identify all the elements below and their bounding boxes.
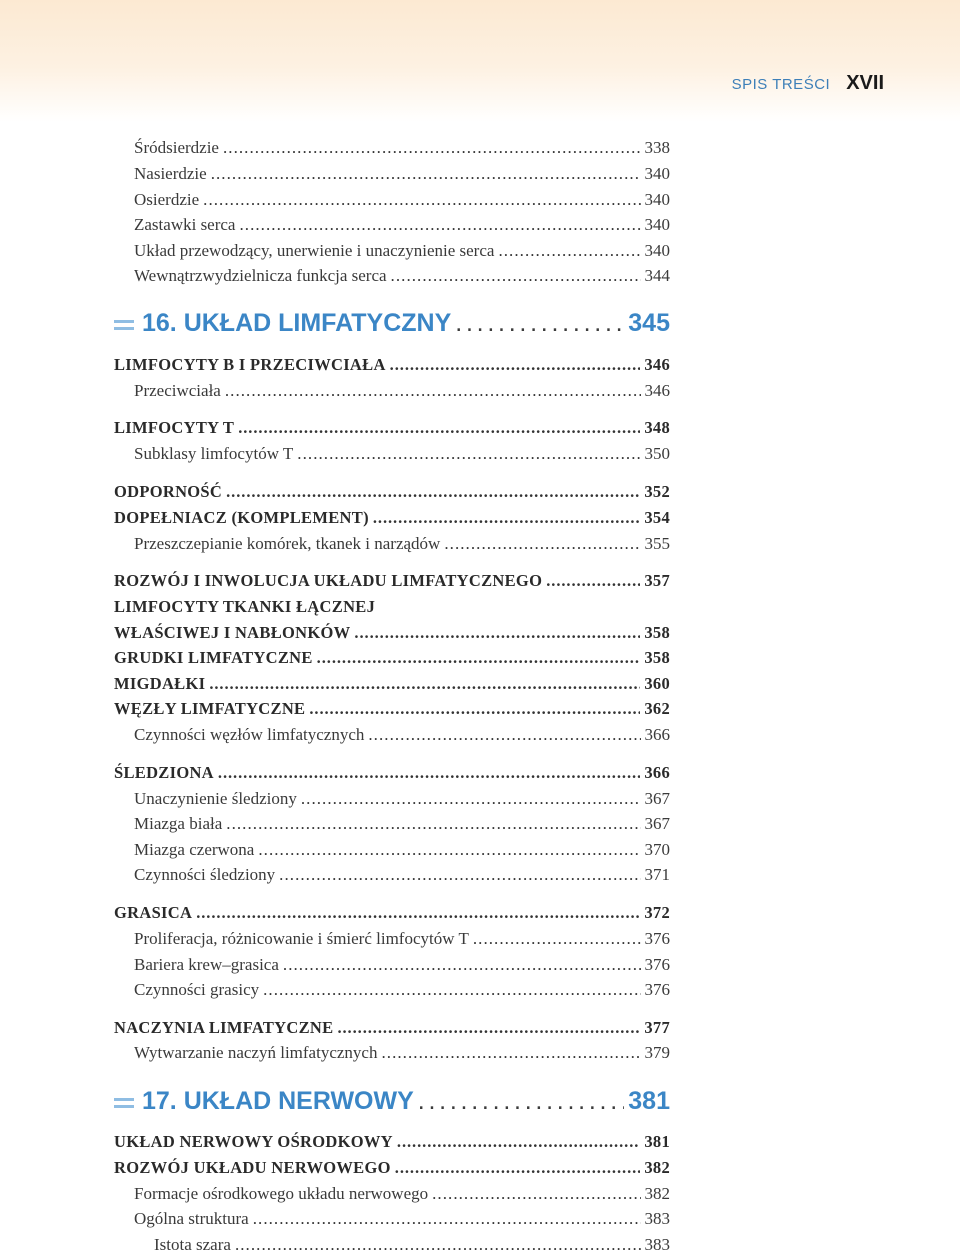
dot-leader — [211, 164, 641, 184]
toc-section-entry[interactable]: ŚLEDZIONA . . . 366 — [114, 763, 670, 783]
chapter-entry[interactable]: 17. UKŁAD NERWOWY . . . 381 — [142, 1087, 670, 1116]
header-page-number: XVII — [846, 72, 884, 94]
dot-leader — [390, 355, 641, 375]
dot-leader — [381, 1043, 640, 1063]
dot-leader — [225, 381, 641, 401]
dot-leader — [263, 980, 640, 1000]
toc-entry[interactable]: Wytwarzanie naczyń limfatycznych . . . 379 — [134, 1043, 670, 1063]
toc-entry[interactable]: Układ przewodzący, unerwienie i unaczynienie serca . . . 340 — [134, 241, 670, 261]
toc-entry[interactable]: Istota szara . . . 383 — [154, 1235, 670, 1255]
toc-section-entry[interactable]: NACZYNIA LIMFATYCZNE . . . 377 — [114, 1018, 670, 1038]
dot-leader — [455, 309, 624, 338]
toc-section-entry[interactable]: LIMFOCYTY T . . . 348 — [114, 418, 670, 438]
dot-leader — [203, 190, 640, 210]
toc-section-entry[interactable]: WŁAŚCIWEJ I NABŁONKÓW . . . 358 — [114, 623, 670, 643]
dot-leader — [235, 1235, 641, 1255]
toc-section-entry[interactable]: UKŁAD NERWOWY OŚRODKOWY . . . 381 — [114, 1132, 670, 1152]
toc-section-entry[interactable]: WĘZŁY LIMFATYCZNE . . . 362 — [114, 699, 670, 719]
dot-leader — [354, 623, 640, 643]
chapter-marker-icon — [114, 320, 134, 330]
toc-entry[interactable]: Bariera krew–grasica . . . 376 — [134, 955, 670, 975]
dot-leader — [309, 699, 640, 719]
toc-entry[interactable]: Miazga biała . . . 367 — [134, 814, 670, 834]
dot-leader — [317, 648, 641, 668]
dot-leader — [238, 418, 640, 438]
toc-section-entry[interactable]: DOPEŁNIACZ (KOMPLEMENT) . . . 354 — [114, 508, 670, 528]
toc-entry[interactable]: Proliferacja, różnicowanie i śmierć limfocytów T . . . 376 — [134, 929, 670, 949]
chapter-entry[interactable]: 16. UKŁAD LIMFATYCZNY . . . 345 — [142, 309, 670, 338]
toc-entry[interactable]: Subklasy limfocytów T . . . 350 — [134, 444, 670, 464]
toc-section-entry[interactable]: ODPORNOŚĆ . . . 352 — [114, 482, 670, 502]
toc-section-entry[interactable]: MIGDAŁKI . . . 360 — [114, 674, 670, 694]
dot-leader — [473, 929, 641, 949]
dot-leader — [209, 674, 640, 694]
toc-entry[interactable]: Formacje ośrodkowego układu nerwowego . . . 382 — [134, 1184, 670, 1204]
dot-leader — [223, 138, 641, 158]
toc-entry[interactable]: Osierdzie . . . 340 — [134, 190, 670, 210]
dot-leader — [279, 865, 640, 885]
dot-leader — [337, 1018, 640, 1038]
header-label: SPIS TREŚCI — [731, 76, 831, 93]
dot-leader — [226, 482, 640, 502]
toc-entry[interactable]: Ogólna struktura . . . 383 — [134, 1209, 670, 1229]
toc-entry[interactable]: Zastawki serca . . . 340 — [134, 215, 670, 235]
running-header — [732, 72, 884, 95]
dot-leader — [395, 1158, 641, 1178]
dot-leader — [397, 1132, 640, 1152]
dot-leader — [391, 266, 641, 286]
dot-leader — [226, 814, 640, 834]
dot-leader — [546, 571, 640, 591]
toc-entry[interactable]: Czynności węzłów limfatycznych . . . 366 — [134, 725, 670, 745]
toc-entry[interactable]: Przeszczepianie komórek, tkanek i narządów . . . 355 — [134, 534, 670, 554]
toc-section-entry[interactable]: LIMFOCYTY B I PRZECIWCIAŁA . . . 346 — [114, 355, 670, 375]
dot-leader — [297, 444, 640, 464]
dot-leader — [301, 789, 641, 809]
toc-section-entry[interactable]: GRASICA . . . 372 — [114, 903, 670, 923]
dot-leader — [368, 725, 640, 745]
dot-leader — [432, 1184, 640, 1204]
dot-leader — [283, 955, 641, 975]
toc-entry[interactable]: Nasierdzie . . . 340 — [134, 164, 670, 184]
header-band — [0, 0, 960, 122]
toc-section-entry[interactable]: ROZWÓJ UKŁADU NERWOWEGO . . . 382 — [114, 1158, 670, 1178]
dot-leader — [373, 508, 640, 528]
dot-leader — [218, 763, 640, 783]
toc-entry[interactable]: Czynności grasicy . . . 376 — [134, 980, 670, 1000]
dot-leader — [444, 534, 640, 554]
toc-entry[interactable]: Śródsierdzie . . . 338 — [134, 138, 670, 158]
chapter-marker-icon — [114, 1098, 134, 1108]
toc-entry[interactable]: Czynności śledziony . . . 371 — [134, 865, 670, 885]
toc-entry[interactable]: Unaczynienie śledziony . . . 367 — [134, 789, 670, 809]
toc-section-entry[interactable]: GRUDKI LIMFATYCZNE . . . 358 — [114, 648, 670, 668]
dot-leader — [253, 1209, 641, 1229]
toc-section-title-line: LIMFOCYTY TKANKI ŁĄCZNEJ — [114, 597, 376, 616]
toc-entry[interactable]: Miazga czerwona . . . 370 — [134, 840, 670, 860]
dot-leader — [498, 241, 640, 261]
dot-leader — [196, 903, 640, 923]
dot-leader — [418, 1087, 625, 1116]
dot-leader — [258, 840, 640, 860]
toc-entry[interactable]: Wewnątrzwydzielnicza funkcja serca . . . 344 — [134, 266, 670, 286]
dot-leader — [239, 215, 640, 235]
toc-section-entry[interactable]: ROZWÓJ I INWOLUCJA UKŁADU LIMFATYCZNEGO . . . 357 — [114, 571, 670, 591]
toc-entry[interactable]: Przeciwciała . . . 346 — [134, 381, 670, 401]
